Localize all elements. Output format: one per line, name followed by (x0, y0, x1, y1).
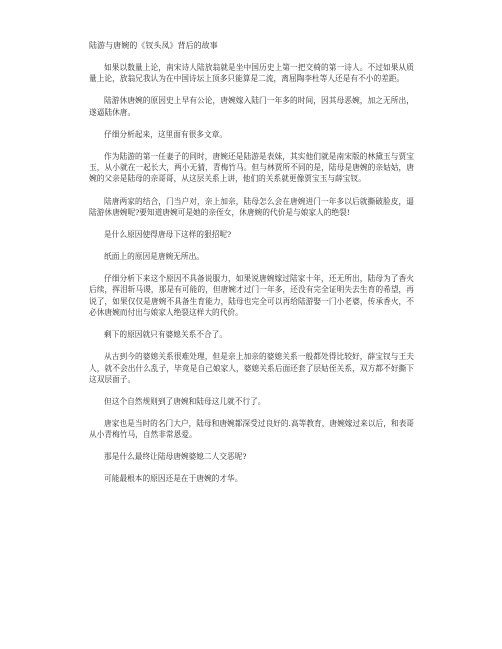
paragraph: 陆唐两家的结合，门当户对，亲上加亲，陆母怎么会在唐婉进门一年多以后就撕破脸皮，逼陆游休唐婉呢?要知道唐婉可是她的亲侄女，休唐婉的代价是与娘家人的绝裂! (89, 196, 414, 217)
paragraph: 剩下的原因就只有婆媳关系不合了。 (104, 330, 228, 340)
article-title: 陆游与唐婉的《钗头凤》背后的故事 (89, 41, 218, 50)
paragraph: 作为陆游的第一任妻子的同时，唐婉还是陆游是表妹，其实他们就是南宋版的林黛玉与贾宝玉，从小就在一起长大，两小无猜，青梅竹马。但与林贾所不同的是，陆母是唐婉的亲姑姑，唐婉的父亲是陆母的亲哥哥，从这层关系上讲，他们的关系就更像贾宝玉与薛宝钗。 (89, 151, 414, 184)
paragraph: 但这个自然规则到了唐婉和陆母这儿就不行了。 (104, 396, 266, 406)
paragraph: 如果以数量上论，南宋诗人陆放翁就是坐中国历史上第一把交椅的第一诗人。不过如果从质量上论，放翁兄我认为在中国诗坛上顶多只能算是二流，离屈陶李杜等人还是有不小的差距。 (89, 63, 414, 84)
paragraph: 仔细分析下来这个原因不具备说服力，如果说唐婉嫁过陆家十年，还无所出，陆母为了香火后续，挥泪斩马谡，那是有可能的，但唐婉才过门一年多，还没有完全证明失去生育的希望，再说了，如果仅仅是唐婉不具备生育能力，陆母也完全可以再给陆游娶一门小老婆，传承香火，不必休唐婉而付出与娘家人绝裂这样大的代价。 (89, 274, 414, 318)
paragraph: 是什么原因使得唐母下这样的狠招呢? (104, 229, 232, 239)
paragraph: 仔细分析起来，这里面有很多文章。 (104, 129, 228, 139)
paragraph: 纸面上的原因是唐婉无所出。 (104, 252, 204, 262)
paragraph: 陆游休唐婉的原因史上早有公论，唐婉嫁入陆门一年多的时间，因其母恶婉，加之无所出，遂逼陆休唐。 (89, 96, 414, 117)
article (89, 40, 414, 496)
paragraph: 唐家也是当时的名门大户，陆母和唐婉都深受过良好的.高等教育，唐婉嫁过来以后，和表哥从小青梅竹马，自然非常恩爱。 (89, 419, 414, 440)
paragraph: 可能最根本的原因还是在于唐婉的才华。 (104, 474, 243, 484)
paragraph: 那是什么最终让陆母唐婉婆媳二人交恶呢? (104, 452, 247, 462)
paragraph: 从古到今的婆媳关系很难处理，但是亲上加亲的婆媳关系一般都处得比较好，薛宝钗与王夫人，就不会出什么乱子，毕竟是自己娘家人，婆媳关系后面还套了层姑侄关系，双方都不好撕下这双层面子。 (89, 352, 414, 384)
